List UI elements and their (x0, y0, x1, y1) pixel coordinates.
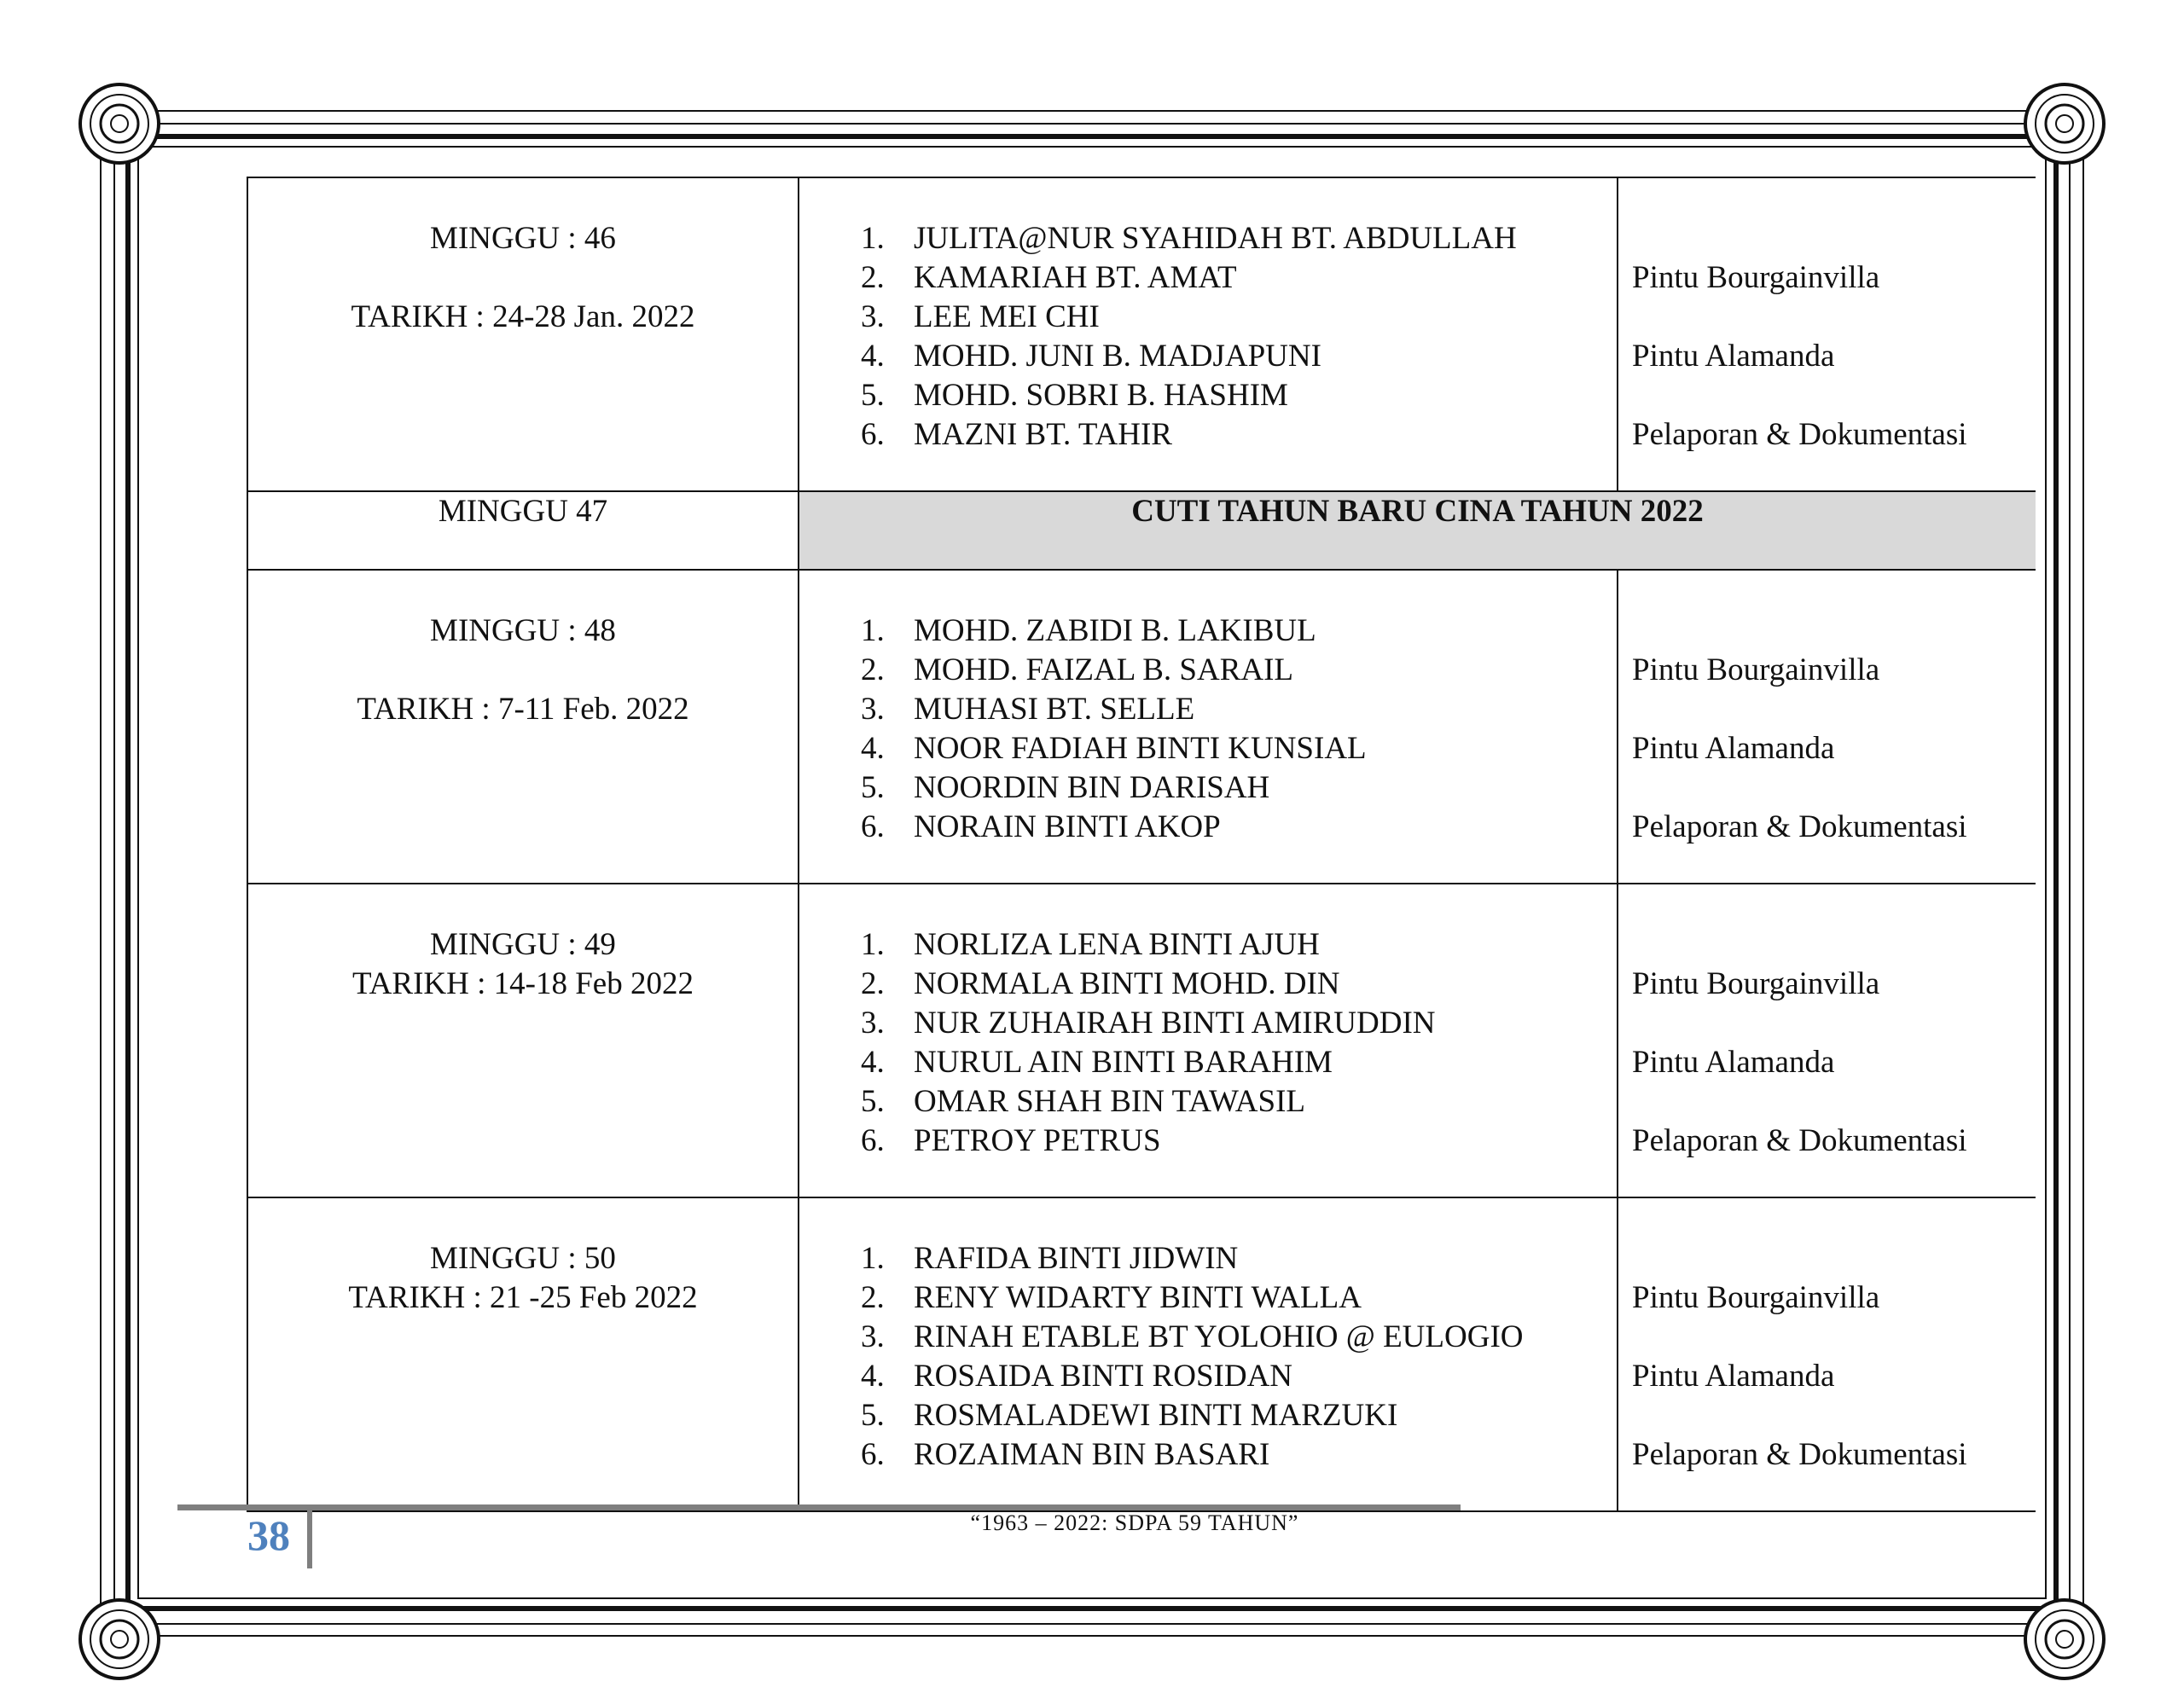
list-item: 5. OMAR SHAH BIN TAWASIL (861, 1084, 1305, 1119)
week-cell (247, 177, 799, 491)
footer-divider (307, 1510, 312, 1568)
list-item: 3. MUHASI BT. SELLE (861, 692, 1195, 727)
list-item: 4. ROSAIDA BINTI ROSIDAN (861, 1359, 1293, 1394)
table-row (247, 884, 2036, 1197)
list-item: 4. NOOR FADIAH BINTI KUNSIAL (861, 731, 1367, 766)
duties-cell (1618, 570, 2036, 884)
duty-label: Pelaporan & Dokumentasi (1632, 1123, 1967, 1158)
duty-label: Pelaporan & Dokumentasi (1632, 417, 1967, 452)
list-item: 1. NORLIZA LENA BINTI AJUH (861, 927, 1320, 962)
duty-roster-table (247, 177, 2036, 1512)
duty-label: Pintu Alamanda (1632, 339, 1835, 374)
list-item: 3. NUR ZUHAIRAH BINTI AMIRUDDIN (861, 1006, 1436, 1041)
footer-caption: “1963 – 2022: SDPA 59 TAHUN” (970, 1510, 1299, 1535)
duty-label: Pintu Alamanda (1632, 1359, 1835, 1394)
list-item: 4. NURUL AIN BINTI BARAHIM (861, 1045, 1333, 1080)
list-item: 2. KAMARIAH BT. AMAT (861, 260, 1237, 295)
week-label: MINGGU 47 (247, 491, 799, 570)
duty-label: Pintu Alamanda (1632, 731, 1835, 766)
week-label: MINGGU : 48 (430, 613, 616, 648)
names-cell (799, 884, 1618, 1197)
list-item: 2. RENY WIDARTY BINTI WALLA (861, 1280, 1362, 1315)
list-item: 1. JULITA@NUR SYAHIDAH BT. ABDULLAH (861, 221, 1517, 256)
page-number: 38 (247, 1511, 290, 1559)
list-item: 6. ROZAIMAN BIN BASARI (861, 1437, 1270, 1472)
list-item: 4. MOHD. JUNI B. MADJAPUNI (861, 339, 1321, 374)
table-row (247, 1197, 2036, 1511)
name-list (799, 178, 1617, 455)
duty-label: Pintu Bourgainvilla (1632, 1280, 1880, 1315)
list-item: 1. RAFIDA BINTI JIDWIN (861, 1241, 1239, 1276)
week-cell (247, 570, 799, 884)
week-label: MINGGU : 46 (430, 221, 616, 256)
names-cell (799, 1197, 1618, 1511)
list-item: 5. NOORDIN BIN DARISAH (861, 770, 1270, 805)
week-cell (247, 884, 799, 1197)
list-item: 1. MOHD. ZABIDI B. LAKIBUL (861, 613, 1316, 648)
holiday-title: CUTI TAHUN BARU CINA TAHUN 2022 (799, 491, 2036, 570)
list-item: 5. ROSMALADEWI BINTI MARZUKI (861, 1398, 1398, 1433)
list-item: 6. MAZNI BT. TAHIR (861, 417, 1172, 452)
duty-label: Pintu Bourgainvilla (1632, 652, 1880, 687)
duties-cell (1618, 884, 2036, 1197)
duty-label: Pintu Bourgainvilla (1632, 966, 1880, 1001)
name-list (799, 1198, 1617, 1475)
list-item: 2. NORMALA BINTI MOHD. DIN (861, 966, 1340, 1001)
duties-cell (1618, 177, 2036, 491)
date-label: TARIKH : 24-28 Jan. 2022 (351, 299, 695, 334)
week-label: MINGGU : 50 (430, 1241, 616, 1276)
table-row (247, 177, 2036, 491)
duty-label: Pintu Bourgainvilla (1632, 260, 1880, 295)
name-list (799, 571, 1617, 847)
duties-cell (1618, 1197, 2036, 1511)
date-label: TARIKH : 7-11 Feb. 2022 (357, 692, 689, 727)
list-item: 6. PETROY PETRUS (861, 1123, 1161, 1158)
list-item: 3. RINAH ETABLE BT YOLOHIO @ EULOGIO (861, 1319, 1524, 1354)
duty-label: Pelaporan & Dokumentasi (1632, 1437, 1967, 1472)
week-cell (247, 1197, 799, 1511)
table-row (247, 570, 2036, 884)
duty-label: Pelaporan & Dokumentasi (1632, 809, 1967, 844)
holiday-row (247, 491, 2036, 570)
date-label: TARIKH : 21 -25 Feb 2022 (348, 1280, 698, 1315)
list-item: 5. MOHD. SOBRI B. HASHIM (861, 378, 1288, 413)
name-list (799, 884, 1617, 1161)
names-cell (799, 177, 1618, 491)
week-label: MINGGU : 49 (430, 927, 616, 962)
names-cell (799, 570, 1618, 884)
duty-label: Pintu Alamanda (1632, 1045, 1835, 1080)
list-item: 6. NORAIN BINTI AKOP (861, 809, 1221, 844)
date-label: TARIKH : 14-18 Feb 2022 (352, 966, 694, 1001)
list-item: 3. LEE MEI CHI (861, 299, 1100, 334)
list-item: 2. MOHD. FAIZAL B. SARAIL (861, 652, 1294, 687)
